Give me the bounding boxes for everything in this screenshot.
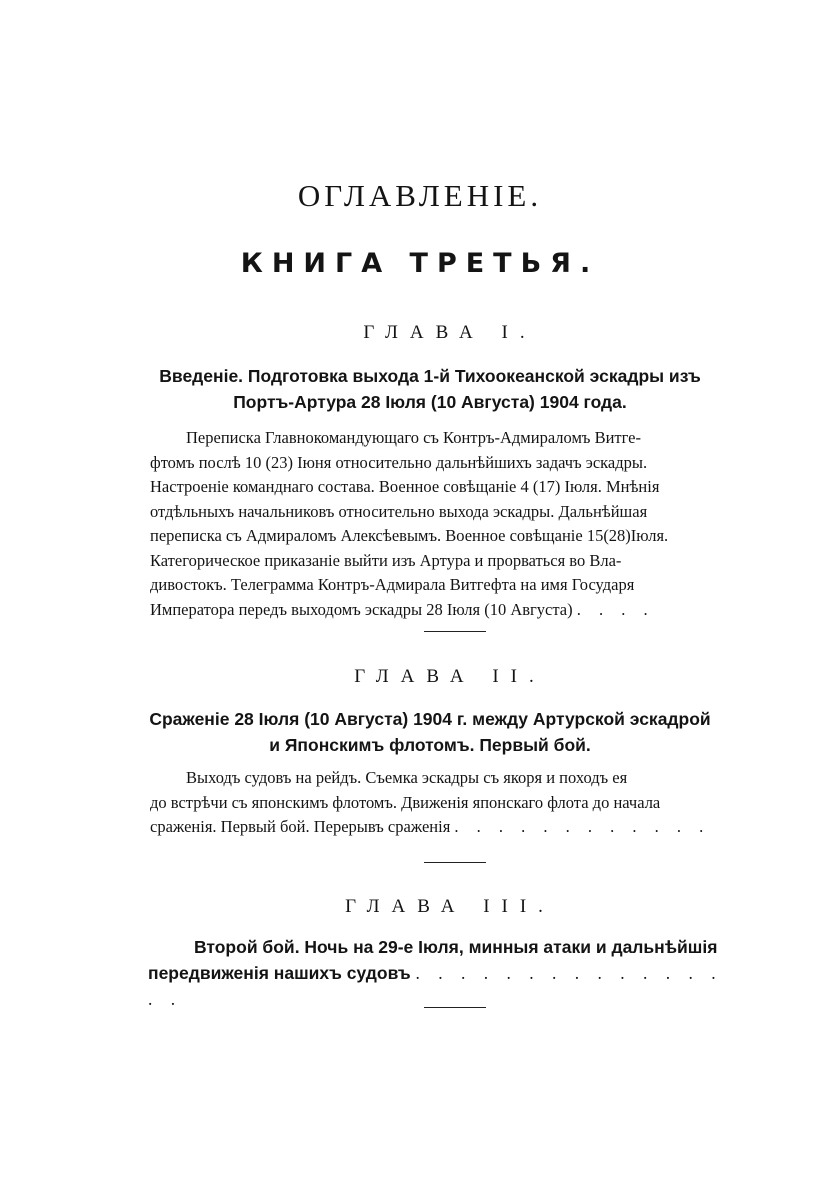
chapter-1-summary-line-6: Категорическое приказаніе выйти изъ Артура и прорваться во Вла-: [150, 550, 622, 570]
chapter-3-title-line-2-text: передвиженія нашихъ судовъ: [148, 963, 411, 983]
chapter-3-title: [148, 934, 728, 1012]
chapter-3-leader-dots: . . . . . . . . . . . . . . . .: [148, 963, 723, 1009]
chapter-2-summary: [150, 766, 720, 840]
chapter-2-label: ГЛАВА II.: [354, 666, 546, 687]
section-divider: [424, 631, 486, 632]
chapter-2-summary-line-2: до встрѣчи съ японскимъ флотомъ. Движенія японскаго флота до начала: [150, 792, 661, 812]
chapter-1-label: ГЛАВА I.: [363, 322, 537, 343]
chapter-3-title-line-2: [148, 960, 728, 1012]
section-divider: [424, 1007, 486, 1008]
toc-title: ОГЛАВЛЕНІЕ.: [297, 178, 543, 213]
chapter-2-summary-line-3: [150, 815, 720, 840]
chapter-1-title-line-1: Введеніе. Подготовка выхода 1-й Тихоокеанской эскадры изъ: [159, 366, 701, 386]
chapter-1-summary-line-1: Переписка Главнокомандующаго съ Контръ-Адмираломъ Витге-: [186, 428, 641, 447]
chapter-1-summary-line-8-text: Императора передъ выходомъ эскадры 28 Іюля (10 Августа): [150, 599, 573, 619]
chapter-2-leader-dots: . . . . . . . . . . . .: [454, 817, 711, 836]
chapter-1-leader-dots: . . . .: [576, 599, 655, 619]
chapter-1-summary-line-2: фтомъ послѣ 10 (23) Іюня относительно дальнѣйшихъ задачъ эскадры.: [150, 452, 648, 472]
chapter-1-summary-line-4: отдѣльныхъ начальниковъ относительно выхода эскадры. Дальнѣйшая: [150, 501, 648, 521]
chapter-1-title: [140, 363, 720, 415]
chapter-2-title-line-2: и Японскимъ флотомъ. Первый бой.: [269, 735, 591, 755]
book-title: КНИГА ТРЕТЬЯ.: [240, 248, 600, 279]
chapter-3-title-line-1: Второй бой. Ночь на 29-е Іюля, минныя атаки и дальнѣйшія: [194, 937, 718, 957]
chapter-1-summary-line-7: дивостокъ. Телеграмма Контръ-Адмирала Витгефта на имя Государя: [150, 575, 635, 594]
chapter-1-title-line-2: Портъ-Артура 28 Іюля (10 Августа) 1904 года.: [233, 392, 627, 412]
chapter-2-title: [140, 706, 720, 758]
chapter-2-title-line-1: Сраженіе 28 Іюля (10 Августа) 1904 г. между Артурской эскадрой: [149, 709, 711, 729]
chapter-1-summary-line-3: Настроеніе команднаго состава. Военное совѣщаніе 4 (17) Іюля. Мнѣнія: [150, 477, 660, 496]
chapter-2-summary-line-1: Выходъ судовъ на рейдъ. Съемка эскадры съ якоря и походъ ея: [186, 768, 628, 787]
section-divider: [424, 862, 486, 863]
chapter-1-summary-line-8: [150, 598, 720, 623]
chapter-3-label: ГЛАВА III.: [345, 896, 555, 917]
chapter-2-summary-line-3-text: сраженія. Первый бой. Перерывъ сраженія: [150, 817, 451, 836]
chapter-1-summary: [150, 426, 720, 622]
chapter-1-summary-line-5: переписка съ Адмираломъ Алексѣевымъ. Военное совѣщаніе 15(28)Іюля.: [150, 526, 669, 545]
